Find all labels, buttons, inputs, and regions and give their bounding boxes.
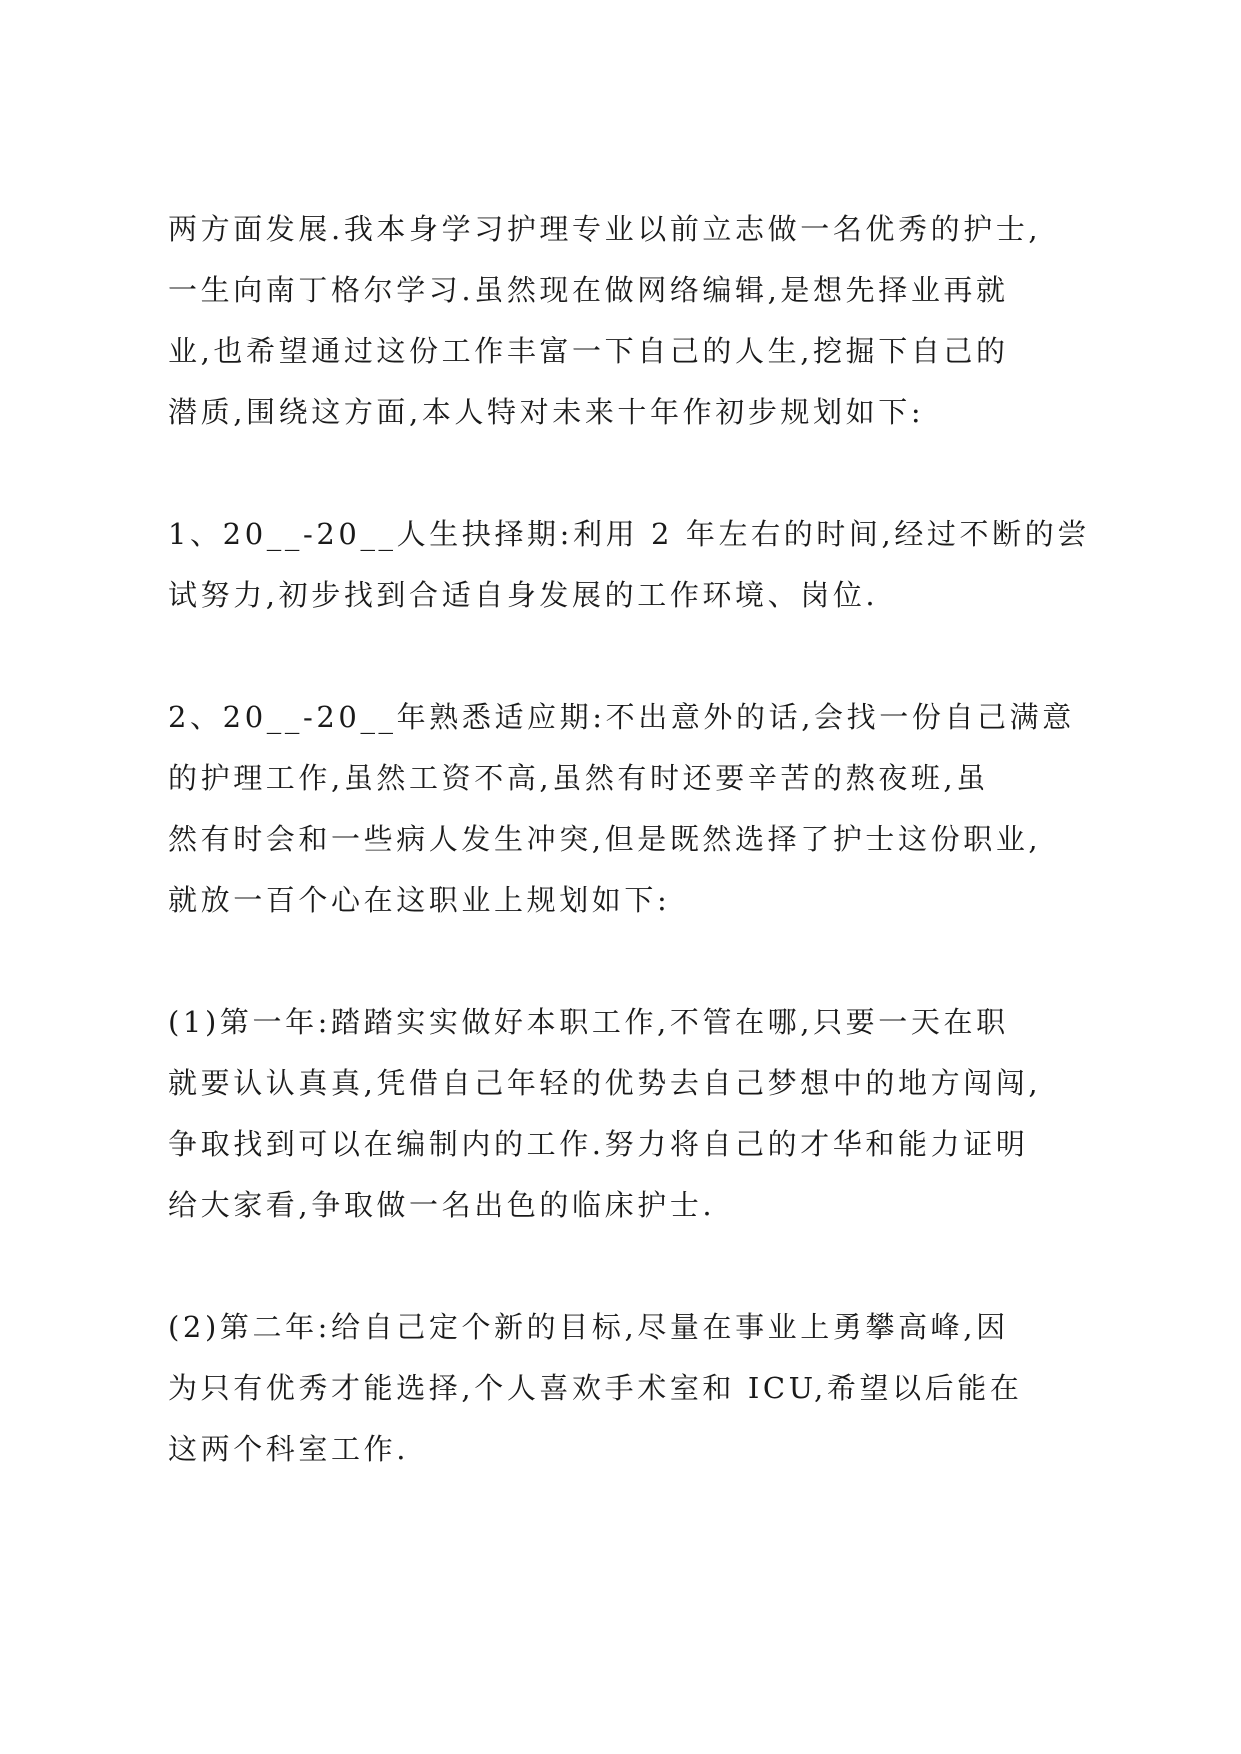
text-line: (1)第一年:踏踏实实做好本职工作,不管在哪,只要一天在职 — [168, 1005, 1009, 1039]
text-line: 一生向南丁格尔学习.虽然现在做网络编辑,是想先择业再就 — [168, 273, 1009, 307]
paragraph-item-2 — [168, 687, 1088, 931]
text-line: 2、20__-20__年熟悉适应期:不出意外的话,会找一份自己满意 — [168, 700, 1075, 734]
text-line: 两方面发展.我本身学习护理专业以前立志做一名优秀的护士, — [168, 212, 1042, 246]
text-line: 争取找到可以在编制内的工作.努力将自己的才华和能力证明 — [168, 1127, 1029, 1161]
paragraph-year-1 — [168, 992, 1088, 1236]
text-line: 给大家看,争取做一名出色的临床护士. — [168, 1188, 716, 1222]
text-line: 就放一百个心在这职业上规划如下: — [168, 883, 671, 917]
text-line: 这两个科室工作. — [168, 1432, 410, 1466]
text-line: (2)第二年:给自己定个新的目标,尽量在事业上勇攀高峰,因 — [168, 1310, 1009, 1344]
text-line: 为只有优秀才能选择,个人喜欢手术室和 ICU,希望以后能在 — [168, 1371, 1023, 1405]
text-line: 业,也希望通过这份工作丰富一下自己的人生,挖掘下自己的 — [168, 334, 1009, 368]
text-line: 然有时会和一些病人发生冲突,但是既然选择了护士这份职业, — [168, 822, 1042, 856]
text-line: 就要认认真真,凭借自己年轻的优势去自己梦想中的地方闯闯, — [168, 1066, 1042, 1100]
paragraph-intro — [168, 199, 1088, 443]
paragraph-item-1 — [168, 504, 1088, 626]
text-line: 1、20__-20__人生抉择期:利用 2 年左右的时间,经过不断的尝 — [168, 517, 1090, 551]
document-body — [168, 199, 1088, 1541]
text-line: 试努力,初步找到合适自身发展的工作环境、岗位. — [168, 578, 879, 612]
text-line: 的护理工作,虽然工资不高,虽然有时还要辛苦的熬夜班,虽 — [168, 761, 989, 795]
paragraph-year-2 — [168, 1297, 1088, 1480]
text-line: 潜质,围绕这方面,本人特对未来十年作初步规划如下: — [168, 395, 925, 429]
